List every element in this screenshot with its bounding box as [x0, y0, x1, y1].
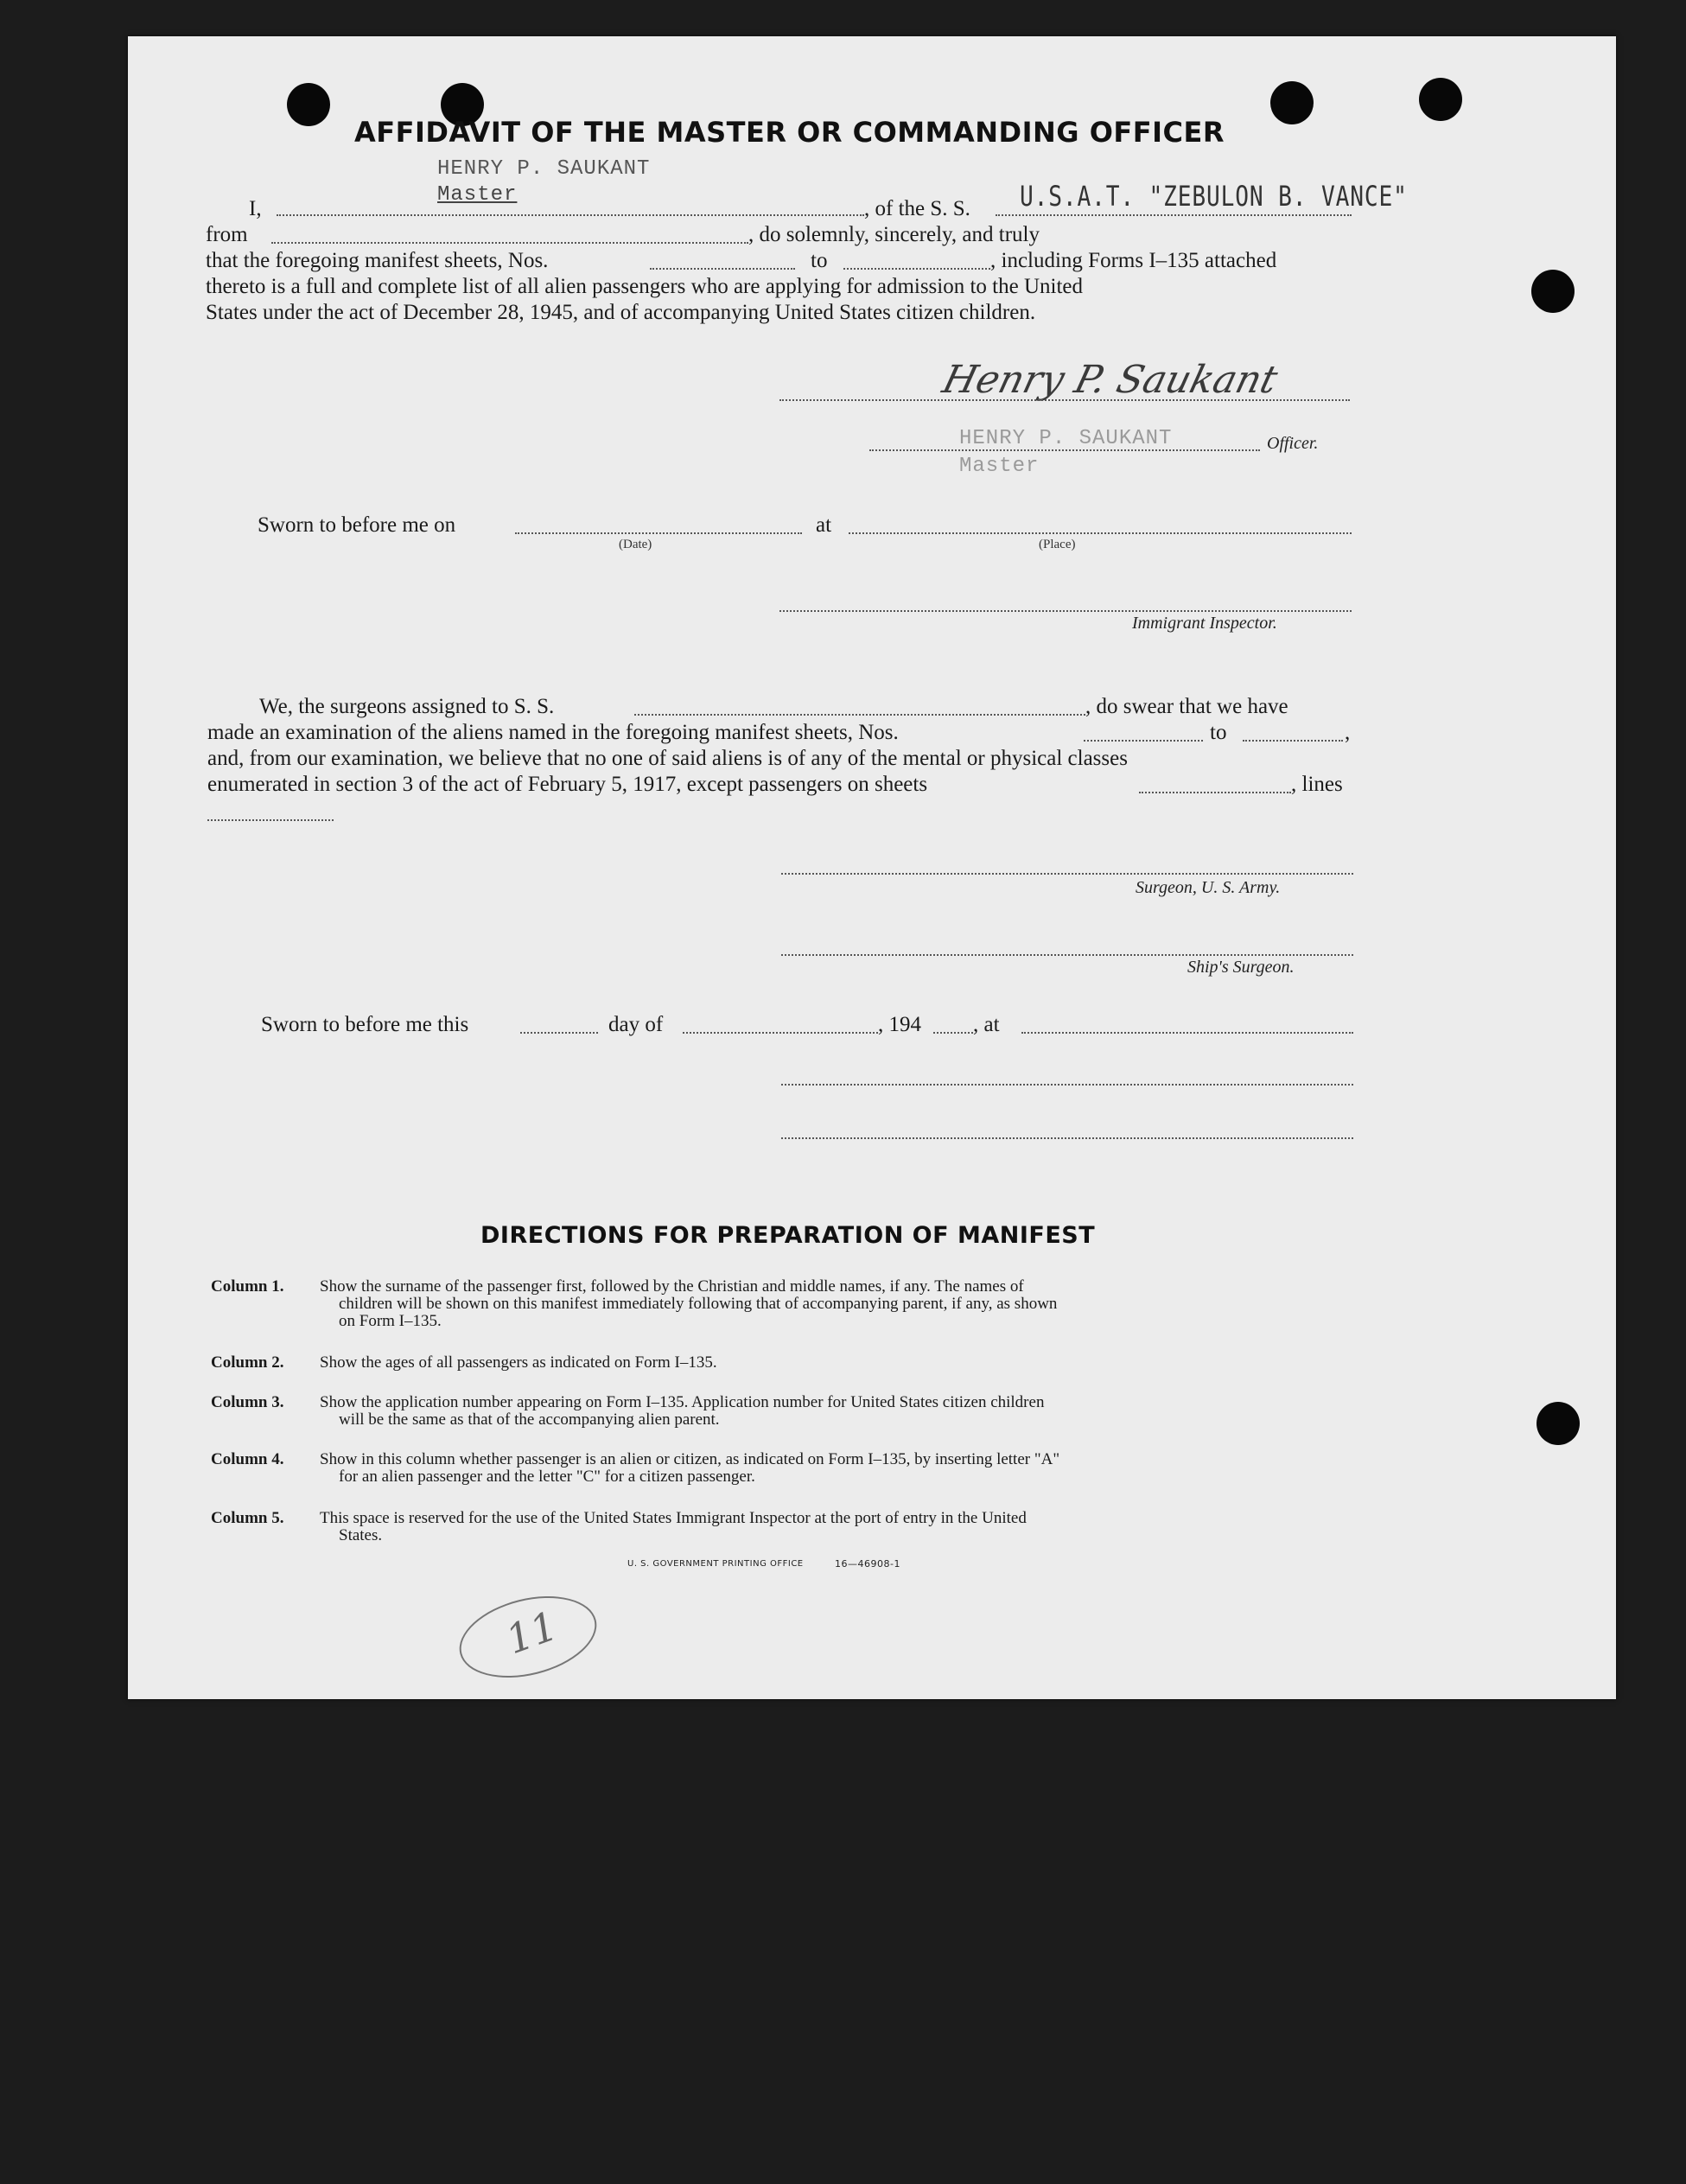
affidavit-solemnly: , do solemnly, sincerely, and truly: [748, 223, 1040, 246]
surgeons-line2a: made an examination of the aliens named in the foregoing manifest sheets, Nos.: [207, 721, 899, 744]
surgeons-line4a: enumerated in section 3 of the act of February 5, 1917, except passengers on sheets: [207, 773, 928, 796]
affidavit-line3a: that the foregoing manifest sheets, Nos.: [206, 249, 549, 272]
page-title: AFFIDAVIT OF THE MASTER OR COMMANDING OFFICER: [354, 116, 1225, 149]
punch-hole: [287, 83, 330, 126]
signature-line[interactable]: [779, 399, 1350, 401]
sworn2-year-field[interactable]: [933, 1032, 973, 1034]
army-surgeon-label: Surgeon, U. S. Army.: [1136, 878, 1281, 897]
sworn2-signature-line2[interactable]: [781, 1137, 1353, 1139]
from-field[interactable]: [271, 242, 748, 244]
directions-title: DIRECTIONS FOR PREPARATION OF MANIFEST: [480, 1222, 1096, 1249]
signature-typed-name: HENRY P. SAUKANT: [959, 427, 1173, 450]
manifest-nos-from-field[interactable]: [650, 268, 795, 270]
place-caption: (Place): [1039, 538, 1076, 551]
punch-hole: [1270, 81, 1314, 124]
sworn2-day-of: day of: [608, 1013, 664, 1036]
surgeons-line1b: , do swear that we have: [1085, 695, 1288, 718]
surgeons-nos-from-field[interactable]: [1084, 740, 1203, 742]
signature-typed-rank: Master: [959, 455, 1040, 478]
form-number: 16—46908-1: [835, 1558, 900, 1570]
printer-credit: U. S. GOVERNMENT PRINTING OFFICE: [627, 1559, 804, 1569]
sworn2-signature-line1[interactable]: [781, 1084, 1353, 1086]
document-page: AFFIDAVIT OF THE MASTER OR COMMANDING OFFICER HENRY P. SAUKANT Master I, , of the S. S. U.S.A.T. "ZEBULON B. VANCE" from , do solemnly, sincerely, and truly that the foregoing manifest sheets, Nos. to , including Forms I–135 attached thereto is a full and complete list of all alien passengers who are applying for admission to the United States under the act of December 28, 1945, and of accompanying United States citizen children. Henry P. Saukant HENRY P. SAUKANT Master Officer. Sworn to before me on at (Date) (Place) Immigrant Inspector. We, the surgeons assigned to S. S. , do swear that we have made an examination of the aliens named in the foregoing manifest sheets, Nos. to , and, from our examination, we believe that no one of said aliens is of any of the mental or physical classes enumerated in section 3 of the act of February 5, 1917, except passengers on sheets , lines Surgeon, U. S. Army. Ship's Surgeon. Sworn to before me this day of , 194 , at DIRECTIONS FOR PREPARATION OF MANIFEST Column 1. Show the surname of the passenger first, followed by the Christian and middle names, if any. The names of children will be shown on this manifest immediately following that of accompanying parent, if any, as shown on Form I–135. Column 2. Show the ages of all passengers as indicated on Form I–135. Column 3. Show the application number appearing on Form I–135. Application number for United States citizen children will be the same as that of the accompanying alien parent. Column 4. Show in this column whether passenger is an alien or citizen, as indicated on Form I–135, by inserting letter "A" for an alien passenger and the letter "C" for a citizen passenger. Column 5. This space is reserved for the use of the United States Immigrant Inspector at the port of entry in the United States. U. S. GOVERNMENT PRINTING OFFICE 16—46908-1 11: [128, 36, 1616, 1699]
inspector-label: Immigrant Inspector.: [1132, 614, 1277, 633]
affidavit-i-label: I,: [249, 197, 262, 220]
date-caption: (Date): [619, 538, 652, 551]
typed-master-name: HENRY P. SAUKANT: [437, 157, 651, 181]
affidavit-line4: thereto is a full and complete list of all alien passengers who are applying for admission to the United: [206, 275, 1084, 298]
surgeons-ship-field[interactable]: [634, 714, 1085, 716]
master-signature: Henry P. Saukant: [938, 358, 1282, 402]
sworn2-place-field[interactable]: [1021, 1032, 1353, 1034]
sworn-date-field[interactable]: [515, 532, 802, 534]
ship-name: U.S.A.T. "ZEBULON B. VANCE": [1020, 180, 1408, 213]
affidavit-of-the-ss: , of the S. S.: [864, 197, 970, 220]
surgeons-line3: and, from our examination, we believe that no one of said aliens is of any of the mental or physical classes: [207, 747, 1128, 770]
master-name-field[interactable]: [277, 214, 864, 216]
circled-page-number: 11: [499, 1601, 564, 1664]
sworn-at: at: [816, 513, 832, 537]
sworn-place-field[interactable]: [849, 532, 1352, 534]
army-surgeon-line[interactable]: [781, 873, 1353, 875]
affidavit-line3b: , including Forms I–135 attached: [990, 249, 1277, 272]
manifest-nos-to-field[interactable]: [843, 268, 990, 270]
punch-hole: [1419, 78, 1462, 121]
officer-line[interactable]: [869, 449, 1260, 451]
surgeons-line2-comma: ,: [1345, 721, 1351, 744]
officer-label: Officer.: [1267, 434, 1319, 453]
typed-master-rank: Master: [437, 183, 518, 207]
punch-hole: [1531, 270, 1575, 313]
sworn2-day-field[interactable]: [520, 1032, 598, 1034]
affidavit-line5: States under the act of December 28, 1945, and of accompanying United States citizen children.: [206, 301, 1036, 324]
surgeons-line2-to: to: [1210, 721, 1227, 744]
sworn-label: Sworn to before me on: [258, 513, 456, 537]
surgeons-line1a: We, the surgeons assigned to S. S.: [259, 695, 555, 718]
affidavit-from-label: from: [206, 223, 248, 246]
surgeons-nos-to-field[interactable]: [1243, 740, 1343, 742]
punch-hole: [1536, 1402, 1580, 1445]
sworn2-year: , 194: [878, 1013, 921, 1036]
sworn2-label: Sworn to before me this: [261, 1013, 469, 1036]
ship-name-field[interactable]: [996, 214, 1352, 216]
surgeons-line4b: , lines: [1291, 773, 1343, 796]
inspector-signature-line[interactable]: [779, 610, 1352, 612]
ships-surgeon-label: Ship's Surgeon.: [1187, 958, 1295, 977]
affidavit-line3-to: to: [811, 249, 828, 272]
surgeons-lines-field[interactable]: [207, 819, 334, 821]
ships-surgeon-line[interactable]: [781, 954, 1353, 956]
sworn2-at: , at: [973, 1013, 1000, 1036]
surgeons-sheets-field[interactable]: [1139, 792, 1291, 793]
sworn2-month-field[interactable]: [683, 1032, 878, 1034]
